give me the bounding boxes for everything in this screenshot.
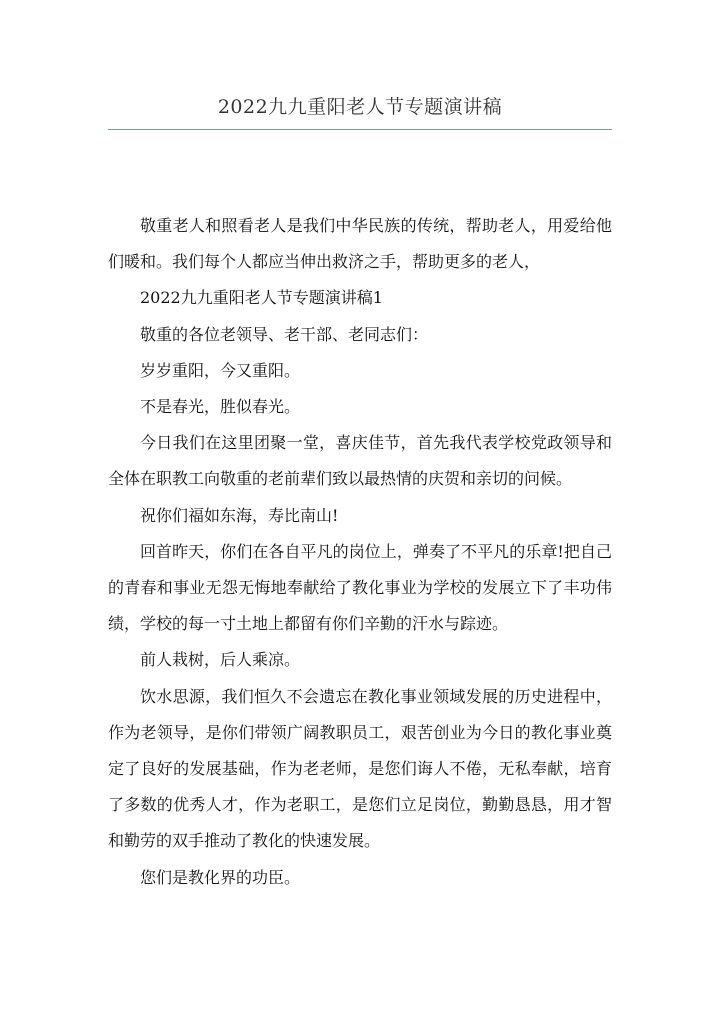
paragraph: 岁岁重阳，今又重阳。 bbox=[140, 360, 301, 380]
paragraph: 不是春光，胜似春光。 bbox=[140, 397, 301, 417]
document-body bbox=[108, 208, 612, 896]
title-divider bbox=[108, 129, 612, 130]
paragraph: 敬重的各位老领导、老干部、老同志们： bbox=[140, 324, 429, 344]
paragraph: 前人栽树，后人乘凉。 bbox=[140, 650, 301, 670]
paragraph: 今日我们在这里团聚一堂，喜庆佳节，首先我代表学校党政领导和全体在职教工向敬重的老前辈们致以最热情的庆贺和亲切的问候。 bbox=[108, 433, 612, 489]
paragraph: 饮水思源，我们恒久不会遗忘在教化事业领域发展的历史进程中，作为老领导，是你们带领广阔教职员工，艰苦创业为今日的教化事业奠定了良好的发展基础，作为老老师，是您们诲人不倦，无私奉献，培育了多数的优秀人才，作为老职工，是您们立足岗位，勤勤恳恳，用才智和勤劳的双手推动了教化的快速发展。 bbox=[108, 686, 612, 851]
paragraph: 您们是教化界的功臣。 bbox=[140, 867, 301, 887]
paragraph: 回首昨天，你们在各自平凡的岗位上，弹奏了不平凡的乐章!把自己的青春和事业无怨无悔地奉献给了教化事业为学校的发展立下了丰功伟绩，学校的每一寸土地上都留有你们辛勤的汗水与踪迹。 bbox=[108, 541, 612, 634]
paragraph: 敬重老人和照看老人是我们中华民族的传统，帮助老人，用爱给他们暖和。我们每个人都应当伸出救济之手，帮助更多的老人， bbox=[108, 216, 612, 272]
section-heading: 2022九九重阳老人节专题演讲稿1 bbox=[140, 288, 383, 308]
document-title: 2022九九重阳老人节专题演讲稿 bbox=[217, 96, 503, 118]
paragraph: 祝你们福如东海，寿比南山! bbox=[140, 505, 339, 525]
